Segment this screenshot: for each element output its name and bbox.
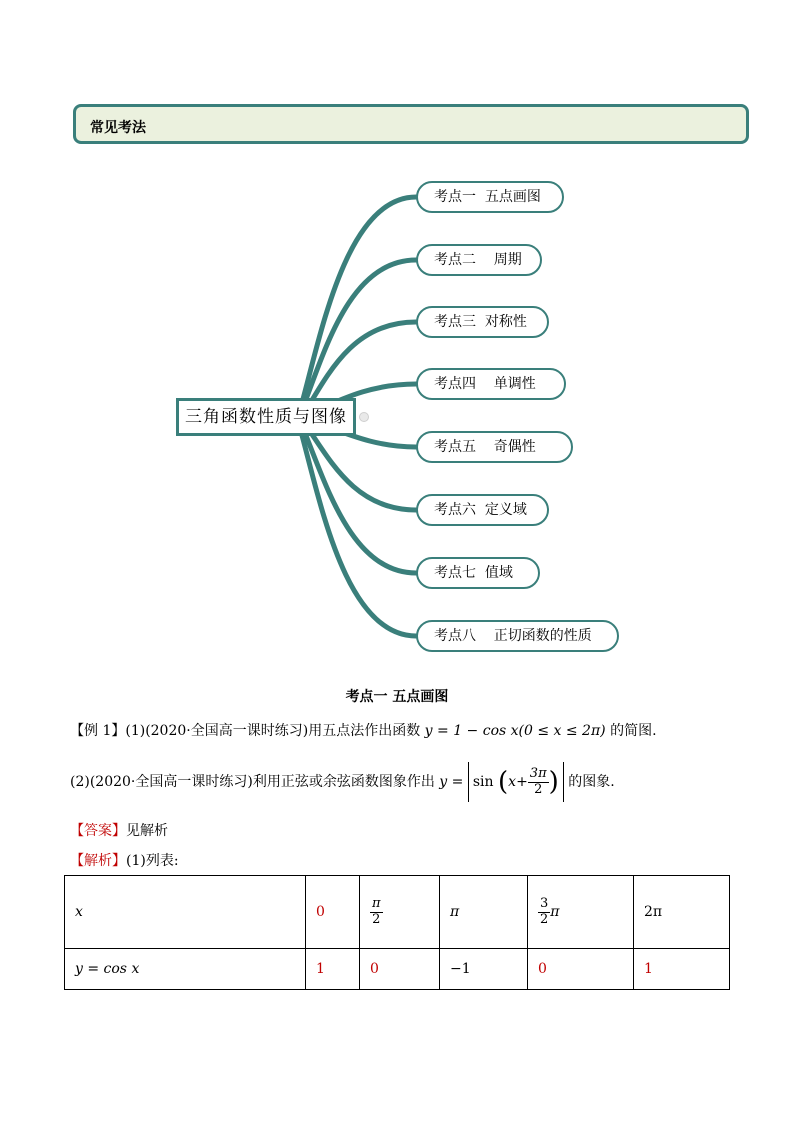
table-cell: 0 <box>306 876 360 949</box>
table-row <box>65 876 730 949</box>
header-title: 常见考法 <box>90 120 146 136</box>
abs-value-expression: sin (x+ $\frac{3\pi}{2}$ ) <box>468 762 564 802</box>
branch-topic-5: 考点五 奇偶性 <box>416 431 573 463</box>
example-line-1 <box>70 720 657 740</box>
connector-1 <box>300 197 416 410</box>
frac-numerator: 3π <box>529 766 547 782</box>
fn-sin: sin <box>472 774 494 790</box>
table-cell: −1 <box>440 949 528 990</box>
branch-topic-8: 考点八 正切函数的性质 <box>416 620 619 652</box>
table-header-y: y = cos x <box>65 949 306 990</box>
value-table <box>64 875 730 990</box>
branch-topic-1: 考点一 五点画图 <box>416 181 564 213</box>
table-cell: 0 <box>360 949 440 990</box>
example-part1-tail: 的简图. <box>610 723 657 739</box>
section-title: 考点一 五点画图 <box>345 689 449 705</box>
mindmap-central-topic: 三角函数性质与图像 <box>176 398 356 436</box>
example-part1-text: (1)(2020·全国高一课时练习)用五点法作出函数 <box>125 723 421 739</box>
branch-topic-3: 考点三 对称性 <box>416 306 549 338</box>
table-header-x: x <box>65 876 306 949</box>
example-part2-text: (2)(2020·全国高一课时练习)利用正弦或余弦函数图象作出 <box>70 774 435 790</box>
example-label: 【例 1】 <box>70 723 126 739</box>
branch-topic-4: 考点四 单调性 <box>416 368 566 400</box>
table-cell: 1 <box>306 949 360 990</box>
example-part2-tail: 的图象. <box>568 774 615 790</box>
branch-topic-6: 考点六 定义域 <box>416 494 549 526</box>
table-cell: $\frac{3}{2}$ π <box>528 876 634 949</box>
example-line-2: (2)(2020·全国高一课时练习)利用正弦或余弦函数图象作出 y = sin (x+ $\frac{3\pi}{2}$ ) 的图象. <box>70 762 615 802</box>
analysis-line <box>70 850 179 870</box>
analysis-label: 【解析】 <box>70 853 126 869</box>
table-cell: $\frac{\pi}{2}$ <box>360 876 440 949</box>
answer-text: 见解析 <box>126 823 168 839</box>
table-cell: 0 <box>528 949 634 990</box>
branch-topic-2: 考点二 周期 <box>416 244 542 276</box>
answer-label: 【答案】 <box>70 823 126 839</box>
fn-var: x <box>508 774 517 790</box>
example-part1-formula: y = 1 − cos x(0 ≤ x ≤ 2π) <box>424 723 606 739</box>
answer-line <box>70 820 168 840</box>
table-cell: 1 <box>634 949 730 990</box>
collapse-dot-icon <box>359 412 369 422</box>
table-row <box>65 949 730 990</box>
branch-topic-7: 考点七 值域 <box>416 557 540 589</box>
table-cell: 2π <box>634 876 730 949</box>
frac-denominator: 2 <box>534 781 543 797</box>
analysis-text: (1)列表: <box>126 853 179 869</box>
table-cell: π <box>440 876 528 949</box>
